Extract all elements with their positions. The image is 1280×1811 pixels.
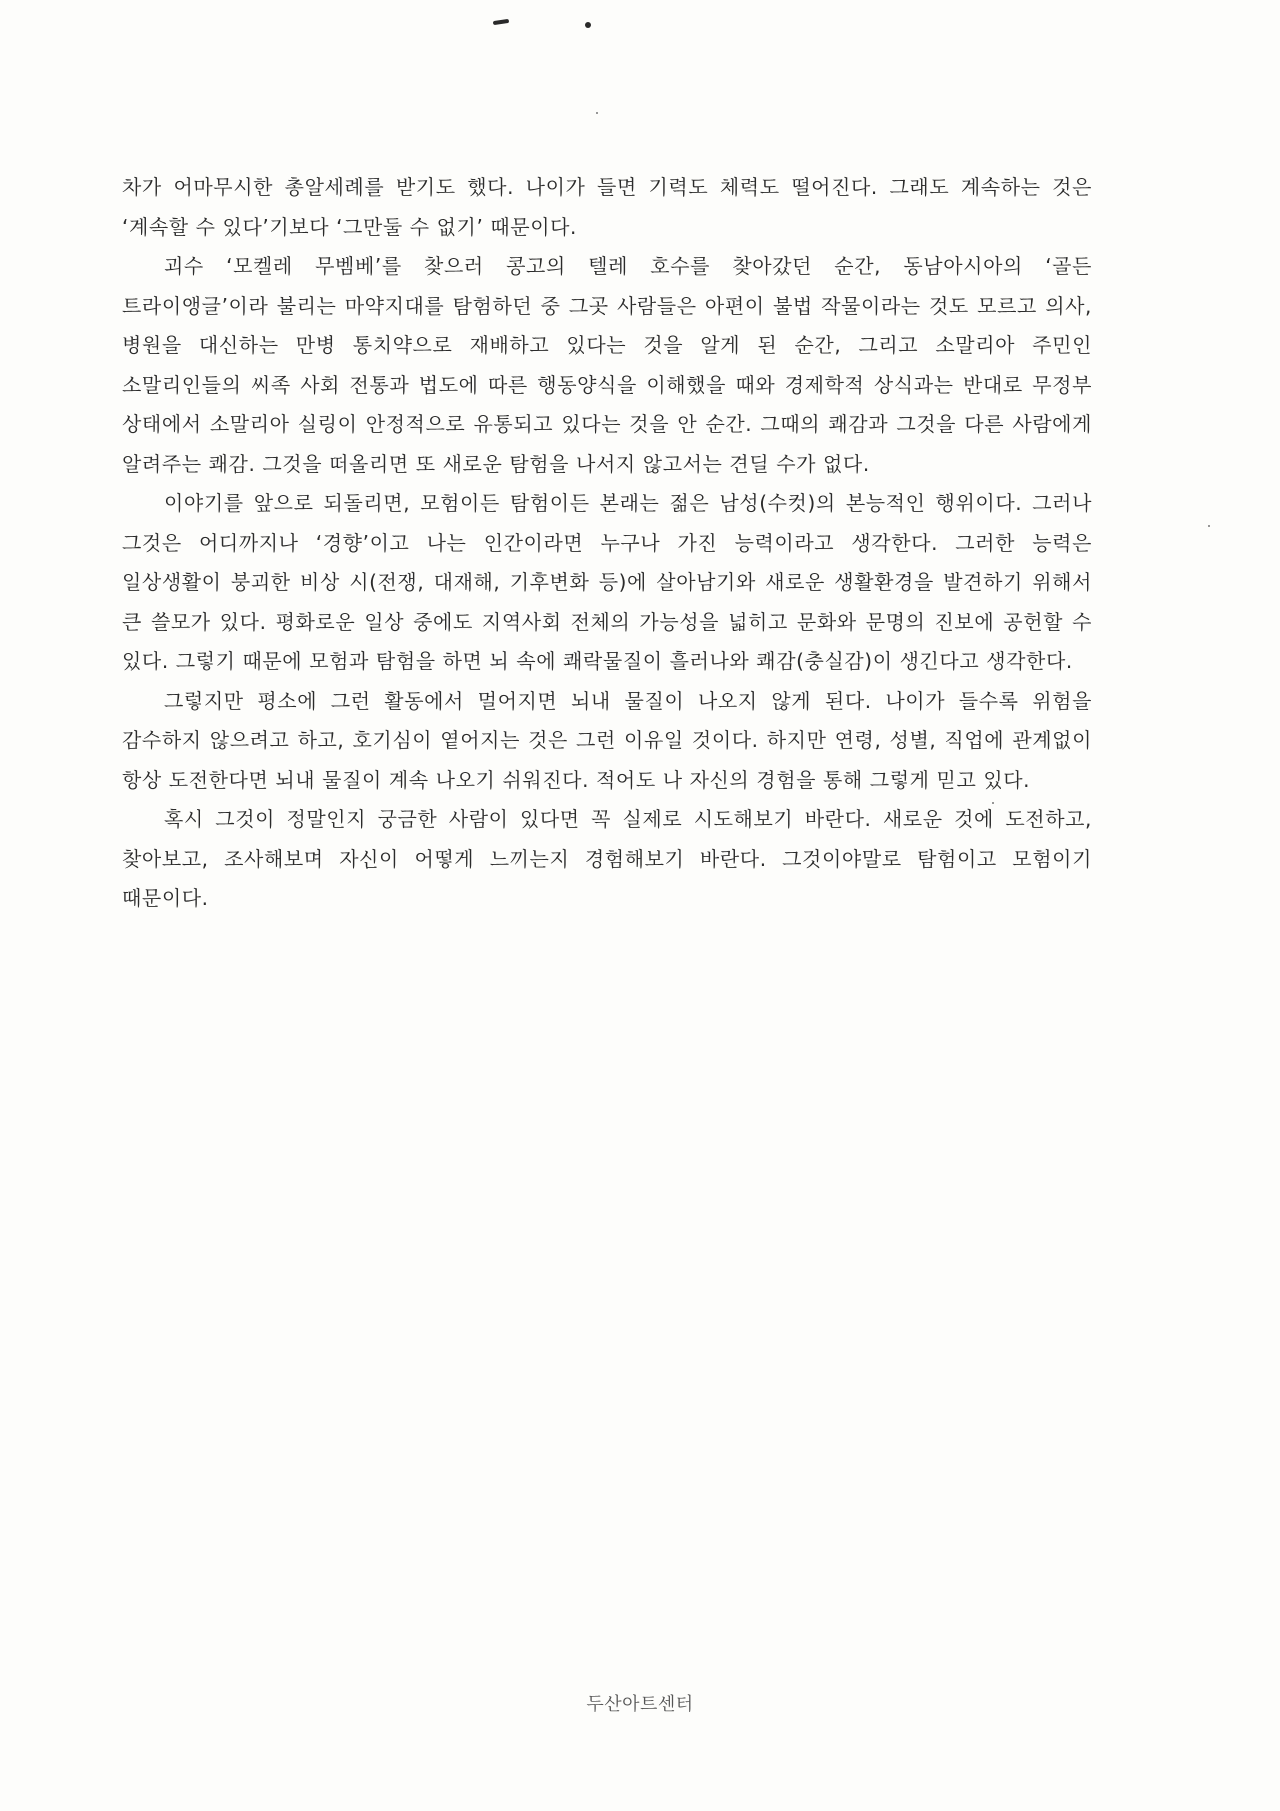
page-footer: 두산아트센터 — [586, 1694, 694, 1715]
paragraph: 이야기를 앞으로 되돌리면, 모험이든 탐험이든 본래는 젊은 남성(수컷)의 본능적인 행위이다. 그러나 그것은 어디까지나 ‘경향’이고 나는 인간이라면 누구나 가진 능력이라고 생각한다. 그러한 능력은 일상생활이 붕괴한 비상 시(전쟁, 대재해, 기후변화 등)에 살아남기와 새로운 생활환경을 발견하기 위해서 큰 쓸모가 있다. 평화로운 일상 중에도 지역사회 전체의 가능성을 넓히고 문화와 문명의 진보에 공헌할 수 있다. 그렇기 때문에 모험과 탐험을 하면 뇌 속에 쾌락물질이 흘러나와 쾌감(충실감)이 생긴다고 생각한다. — [122, 491, 1092, 673]
scan-mark — [493, 19, 509, 25]
paragraph: 차가 어마무시한 총알세례를 받기도 했다. 나이가 들면 기력도 체력도 떨어진다. 그래도 계속하는 것은 ‘계속할 수 있다’기보다 ‘그만둘 수 없기’ 때문이다. — [122, 175, 1092, 239]
paragraph: 괴수 ‘모켈레 무벰베’를 찾으러 콩고의 텔레 호수를 찾아갔던 순간, 동남아시아의 ‘골든 트라이앵글’이라 불리는 마약지대를 탐험하던 중 그곳 사람들은 아편이 불법 작물이라는 것도 모르고 의사, 병원을 대신하는 만병 통치약으로 재배하고 있다는 것을 알게 된 순간, 그리고 소말리아 주민인 소말리인들의 씨족 사회 전통과 법도에 따른 행동양식을 이해했을 때와 경제학적 상식과는 반대로 무정부 상태에서 소말리아 실링이 안정적으로 유통되고 있다는 것을 안 순간. 그때의 쾌감과 그것을 다른 사람에게 알려주는 쾌감. 그것을 떠올리면 또 새로운 탐험을 나서지 않고서는 견딜 수가 없다. — [122, 254, 1092, 476]
scan-mark — [585, 22, 591, 28]
scan-speck — [1208, 525, 1210, 527]
scan-speck — [596, 112, 598, 114]
paragraph: 그렇지만 평소에 그런 활동에서 멀어지면 뇌내 물질이 나오지 않게 된다. 나이가 들수록 위험을 감수하지 않으려고 하고, 호기심이 옅어지는 것은 그런 이유일 것이다. 하지만 연령, 성별, 직업에 관계없이 항상 도전한다면 뇌내 물질이 계속 나오기 쉬워진다. 적어도 나 자신의 경험을 통해 그렇게 믿고 있다. — [122, 688, 1092, 792]
document-body — [122, 168, 1092, 919]
paragraph: 혹시 그것이 정말인지 궁금한 사람이 있다면 꼭 실제로 시도해보기 바란다. 새로운 것에 도전하고, 찾아보고, 조사해보며 자신이 어떻게 느끼는지 경험해보기 바란다. 그것이야말로 탐험이고 모험이기 때문이다. — [122, 807, 1092, 910]
